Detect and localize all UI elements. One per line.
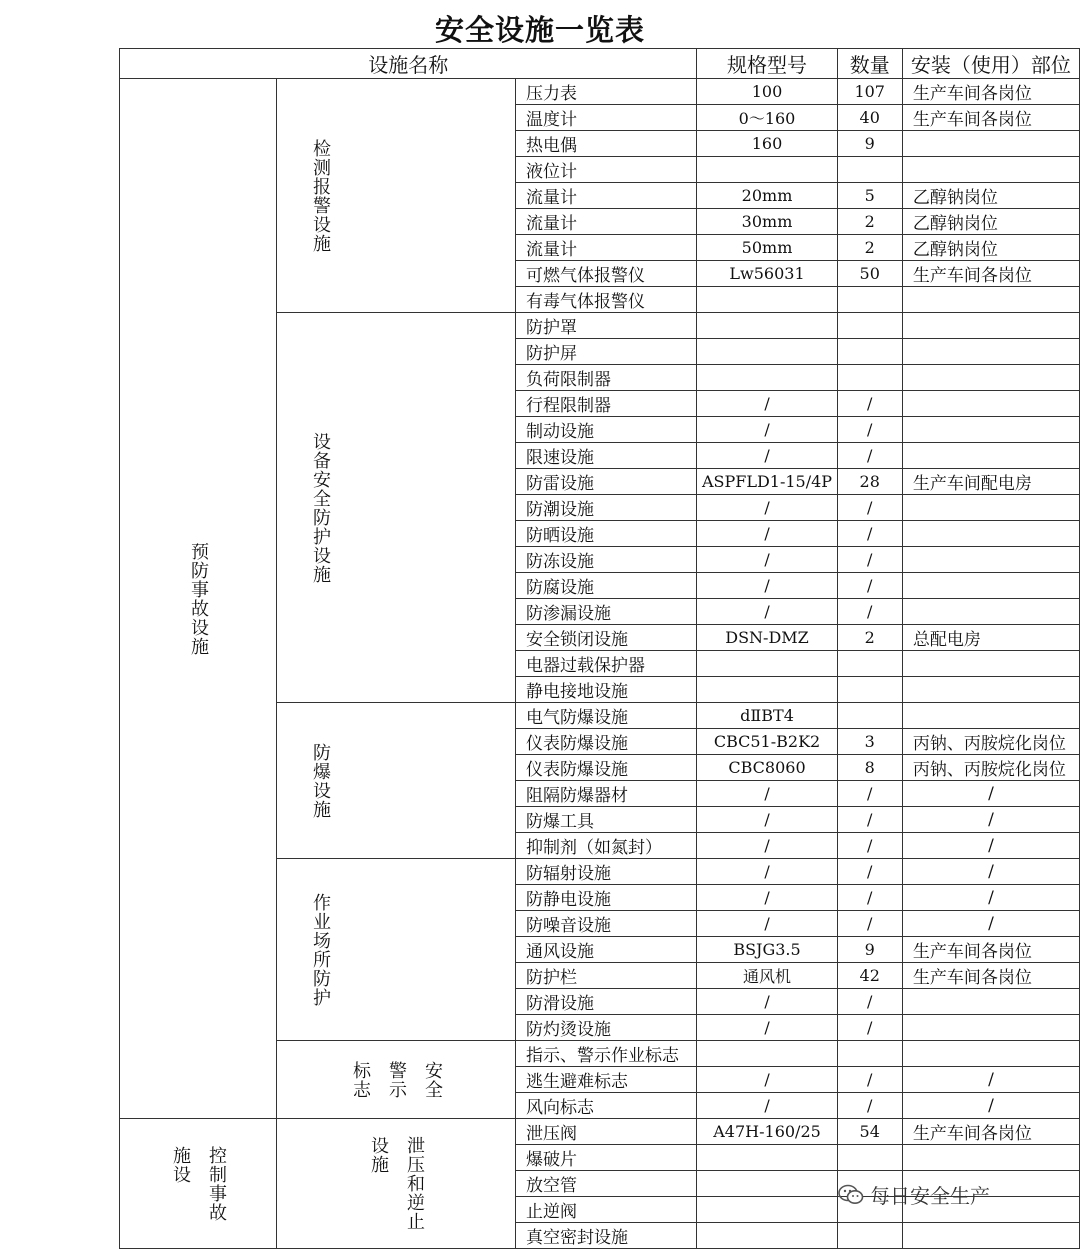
quantity-cell <box>837 157 902 183</box>
subcategory-label-col1: 泄压和逆止 <box>404 1136 425 1231</box>
location-cell <box>902 573 1079 599</box>
facility-name-cell: 负荷限制器 <box>516 365 697 391</box>
subcategory-label: 检测报警设施 <box>310 138 331 253</box>
location-cell <box>902 365 1079 391</box>
facility-name-cell: 压力表 <box>516 79 697 105</box>
spec-cell: / <box>697 859 837 885</box>
location-cell: / <box>902 781 1079 807</box>
subcategory-relief <box>277 1119 516 1249</box>
location-cell <box>902 131 1079 157</box>
subcategory-explo <box>277 703 516 859</box>
facility-name-cell: 热电偶 <box>516 131 697 157</box>
spec-cell: CBC51-B2K2 <box>697 729 837 755</box>
location-cell <box>902 1041 1079 1067</box>
location-cell <box>902 157 1079 183</box>
facility-name-cell: 防爆工具 <box>516 807 697 833</box>
location-cell: 丙钠、丙胺烷化岗位 <box>902 755 1079 781</box>
quantity-cell: 40 <box>837 105 902 131</box>
quantity-cell: 5 <box>837 183 902 209</box>
facility-name-cell: 防渗漏设施 <box>516 599 697 625</box>
watermark-text: 每日安全生产 <box>870 1184 990 1208</box>
location-cell <box>902 1223 1079 1249</box>
facility-name-cell: 防静电设施 <box>516 885 697 911</box>
facility-name-cell: 阻隔防爆器材 <box>516 781 697 807</box>
quantity-cell: / <box>837 781 902 807</box>
location-cell: 乙醇钠岗位 <box>902 183 1079 209</box>
location-cell <box>902 287 1079 313</box>
location-cell <box>902 339 1079 365</box>
facility-name-cell: 防护罩 <box>516 313 697 339</box>
quantity-cell: / <box>837 833 902 859</box>
spec-cell: / <box>697 391 837 417</box>
spec-cell: A47H-160/25 <box>697 1119 837 1145</box>
location-cell: 乙醇钠岗位 <box>902 235 1079 261</box>
spec-cell: / <box>697 495 837 521</box>
quantity-cell <box>837 313 902 339</box>
location-cell: / <box>902 807 1079 833</box>
quantity-cell: / <box>837 885 902 911</box>
quantity-cell: / <box>837 443 902 469</box>
facility-name-cell: 流量计 <box>516 209 697 235</box>
quantity-cell: / <box>837 521 902 547</box>
quantity-cell: 2 <box>837 209 902 235</box>
spec-cell: / <box>697 989 837 1015</box>
location-cell <box>902 547 1079 573</box>
subcategory-work <box>277 859 516 1041</box>
location-cell <box>902 599 1079 625</box>
spec-cell: 0～160 <box>697 105 837 131</box>
location-cell: / <box>902 885 1079 911</box>
spec-cell <box>697 313 837 339</box>
location-cell <box>902 521 1079 547</box>
quantity-cell: 28 <box>837 469 902 495</box>
header-row <box>120 49 1080 79</box>
location-cell: / <box>902 911 1079 937</box>
location-cell: 生产车间各岗位 <box>902 1119 1079 1145</box>
subcategory-detect <box>277 79 516 313</box>
spec-cell <box>697 287 837 313</box>
quantity-cell <box>837 365 902 391</box>
watermark <box>838 1180 990 1209</box>
spec-cell <box>697 1041 837 1067</box>
quantity-cell <box>837 651 902 677</box>
spec-cell: / <box>697 781 837 807</box>
quantity-cell <box>837 339 902 365</box>
quantity-cell <box>837 677 902 703</box>
spec-cell: / <box>697 547 837 573</box>
quantity-cell: 50 <box>837 261 902 287</box>
location-cell: 生产车间各岗位 <box>902 105 1079 131</box>
facility-name-cell: 防滑设施 <box>516 989 697 1015</box>
facility-name-cell: 爆破片 <box>516 1145 697 1171</box>
category-prevent <box>120 79 277 1119</box>
location-cell: / <box>902 833 1079 859</box>
spec-cell: / <box>697 1067 837 1093</box>
facility-name-cell: 安全锁闭设施 <box>516 625 697 651</box>
quantity-cell: / <box>837 1015 902 1041</box>
category-label: 预防事故设施 <box>188 541 209 656</box>
facility-name-cell: 有毒气体报警仪 <box>516 287 697 313</box>
quantity-cell <box>837 1223 902 1249</box>
facility-name-cell: 防冻设施 <box>516 547 697 573</box>
spec-cell: / <box>697 599 837 625</box>
location-cell <box>902 391 1079 417</box>
spec-cell: / <box>697 1015 837 1041</box>
subcategory-label <box>277 1061 515 1099</box>
category-control <box>120 1119 277 1249</box>
facility-name-cell: 通风设施 <box>516 937 697 963</box>
quantity-cell <box>837 703 902 729</box>
quantity-cell: 42 <box>837 963 902 989</box>
quantity-cell: / <box>837 391 902 417</box>
subcategory-label <box>277 1136 515 1231</box>
location-cell <box>902 989 1079 1015</box>
location-cell: 生产车间各岗位 <box>902 261 1079 287</box>
subcategory-sign <box>277 1041 516 1119</box>
safety-facilities-table <box>119 48 1080 1249</box>
location-cell: 生产车间各岗位 <box>902 79 1079 105</box>
location-cell <box>902 651 1079 677</box>
quantity-cell: 107 <box>837 79 902 105</box>
page-title: 安全设施一览表 <box>434 13 645 47</box>
facility-name-cell: 防噪音设施 <box>516 911 697 937</box>
header-spec: 规格型号 <box>697 49 837 79</box>
facility-name-cell: 防护屏 <box>516 339 697 365</box>
facility-name-cell: 流量计 <box>516 183 697 209</box>
facility-name-cell: 防雷设施 <box>516 469 697 495</box>
spec-cell: 通风机 <box>697 963 837 989</box>
quantity-cell: 2 <box>837 235 902 261</box>
location-cell <box>902 443 1079 469</box>
facility-name-cell: 抑制剂（如氮封） <box>516 833 697 859</box>
table-row <box>120 79 1080 105</box>
spec-cell <box>697 1197 837 1223</box>
location-cell <box>902 1015 1079 1041</box>
spec-cell <box>697 1171 837 1197</box>
location-cell <box>902 417 1079 443</box>
facility-name-cell: 防晒设施 <box>516 521 697 547</box>
spec-cell <box>697 1145 837 1171</box>
facility-name-cell: 防护栏 <box>516 963 697 989</box>
spec-cell <box>697 651 837 677</box>
quantity-cell: 54 <box>837 1119 902 1145</box>
spec-cell: 100 <box>697 79 837 105</box>
location-cell: 生产车间各岗位 <box>902 963 1079 989</box>
quantity-cell <box>837 1145 902 1171</box>
subcategory-label: 防爆设施 <box>310 742 331 819</box>
quantity-cell <box>837 287 902 313</box>
location-cell: 丙钠、丙胺烷化岗位 <box>902 729 1079 755</box>
subcategory-label-col3: 标志 <box>350 1060 371 1099</box>
facility-name-cell: 止逆阀 <box>516 1197 697 1223</box>
spec-cell: ASPFLD1-15/4P <box>697 469 837 495</box>
location-cell <box>902 313 1079 339</box>
spec-cell <box>697 157 837 183</box>
spec-cell: CBC8060 <box>697 755 837 781</box>
spec-cell: 30mm <box>697 209 837 235</box>
location-cell <box>902 1145 1079 1171</box>
spec-cell: DSN-DMZ <box>697 625 837 651</box>
quantity-cell: 8 <box>837 755 902 781</box>
facility-name-cell: 温度计 <box>516 105 697 131</box>
location-cell <box>902 495 1079 521</box>
spec-cell: 50mm <box>697 235 837 261</box>
facility-name-cell: 液位计 <box>516 157 697 183</box>
location-cell: 生产车间配电房 <box>902 469 1079 495</box>
chat-bubble-icon <box>838 1184 864 1206</box>
facility-name-cell: 指示、警示作业标志 <box>516 1041 697 1067</box>
quantity-cell: 9 <box>837 131 902 157</box>
facility-name-cell: 风向标志 <box>516 1093 697 1119</box>
spec-cell: / <box>697 521 837 547</box>
spec-cell: / <box>697 885 837 911</box>
category-label-col2: 施设 <box>170 1145 191 1184</box>
subcategory-label: 作业场所防护 <box>310 892 331 1007</box>
facility-name-cell: 仪表防爆设施 <box>516 755 697 781</box>
location-cell <box>902 677 1079 703</box>
category-label-col1: 控制事故 <box>206 1145 227 1222</box>
spec-cell: 160 <box>697 131 837 157</box>
spec-cell: BSJG3.5 <box>697 937 837 963</box>
location-cell: 乙醇钠岗位 <box>902 209 1079 235</box>
spec-cell: / <box>697 443 837 469</box>
table-row <box>120 1119 1080 1145</box>
spec-cell: / <box>697 911 837 937</box>
facility-name-cell: 防灼烫设施 <box>516 1015 697 1041</box>
spec-cell <box>697 677 837 703</box>
location-cell: 总配电房 <box>902 625 1079 651</box>
facility-name-cell: 流量计 <box>516 235 697 261</box>
quantity-cell: 2 <box>837 625 902 651</box>
location-cell <box>902 703 1079 729</box>
spec-cell: / <box>697 573 837 599</box>
quantity-cell: / <box>837 547 902 573</box>
category-label <box>120 1146 276 1222</box>
header-qty: 数量 <box>837 49 902 79</box>
subcategory-equip <box>277 313 516 703</box>
subcategory-label-col2: 警示 <box>386 1060 407 1099</box>
spec-cell: / <box>697 1093 837 1119</box>
quantity-cell: / <box>837 417 902 443</box>
quantity-cell: / <box>837 1093 902 1119</box>
facility-name-cell: 限速设施 <box>516 443 697 469</box>
spec-cell: 20mm <box>697 183 837 209</box>
subcategory-label: 设备安全防护设施 <box>310 431 331 584</box>
spec-cell: / <box>697 807 837 833</box>
facility-name-cell: 可燃气体报警仪 <box>516 261 697 287</box>
quantity-cell: / <box>837 911 902 937</box>
facility-name-cell: 防腐设施 <box>516 573 697 599</box>
quantity-cell: 9 <box>837 937 902 963</box>
quantity-cell: / <box>837 807 902 833</box>
spec-cell: / <box>697 417 837 443</box>
header-location: 安装（使用）部位 <box>902 49 1079 79</box>
spec-cell <box>697 1223 837 1249</box>
facility-name-cell: 防辐射设施 <box>516 859 697 885</box>
facility-name-cell: 泄压阀 <box>516 1119 697 1145</box>
quantity-cell: / <box>837 1067 902 1093</box>
header-name: 设施名称 <box>120 49 697 79</box>
facility-name-cell: 行程限制器 <box>516 391 697 417</box>
facility-name-cell: 静电接地设施 <box>516 677 697 703</box>
facility-name-cell: 制动设施 <box>516 417 697 443</box>
quantity-cell: / <box>837 599 902 625</box>
facility-name-cell: 仪表防爆设施 <box>516 729 697 755</box>
quantity-cell: / <box>837 859 902 885</box>
quantity-cell: / <box>837 495 902 521</box>
location-cell: 生产车间各岗位 <box>902 937 1079 963</box>
spec-cell: dⅡBT4 <box>697 703 837 729</box>
facility-name-cell: 真空密封设施 <box>516 1223 697 1249</box>
spec-cell <box>697 339 837 365</box>
location-cell: / <box>902 1067 1079 1093</box>
facility-name-cell: 电器过载保护器 <box>516 651 697 677</box>
quantity-cell <box>837 1041 902 1067</box>
spec-cell: / <box>697 833 837 859</box>
quantity-cell: / <box>837 573 902 599</box>
spec-cell <box>697 365 837 391</box>
quantity-cell: / <box>837 989 902 1015</box>
location-cell: / <box>902 1093 1079 1119</box>
facility-name-cell: 防潮设施 <box>516 495 697 521</box>
subcategory-label-col1: 安全 <box>422 1060 443 1099</box>
subcategory-label-col2: 设施 <box>368 1136 389 1174</box>
facility-name-cell: 逃生避难标志 <box>516 1067 697 1093</box>
location-cell: / <box>902 859 1079 885</box>
quantity-cell: 3 <box>837 729 902 755</box>
facility-name-cell: 放空管 <box>516 1171 697 1197</box>
spec-cell: Lw56031 <box>697 261 837 287</box>
facility-name-cell: 电气防爆设施 <box>516 703 697 729</box>
